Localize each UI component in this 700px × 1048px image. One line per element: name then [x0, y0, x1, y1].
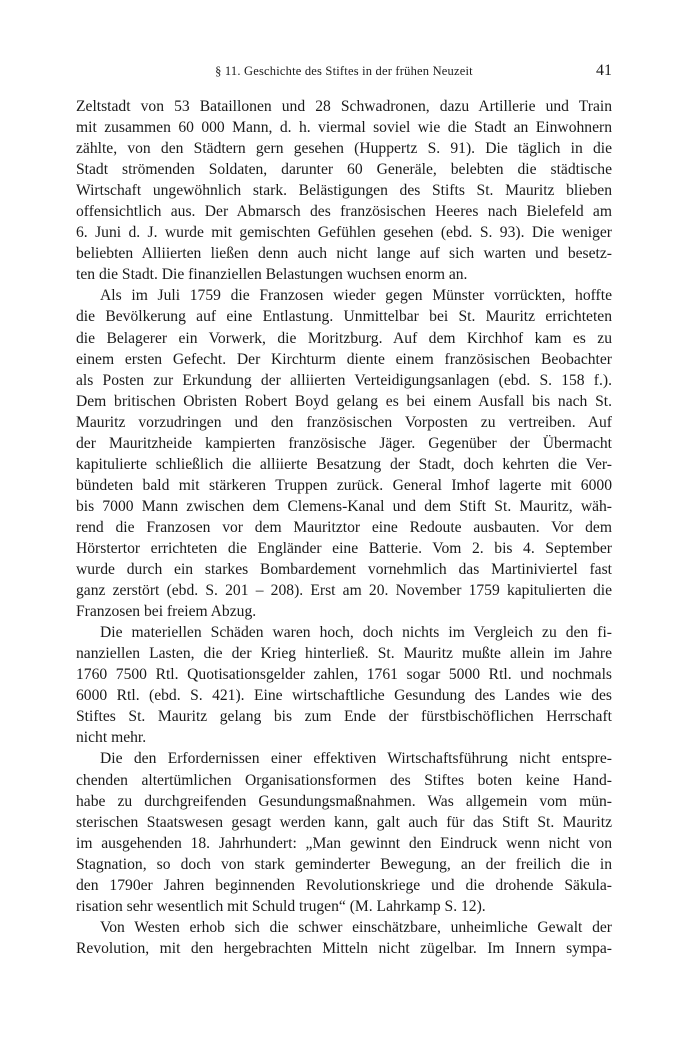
text-line: 6. Juni d. J. wurde mit gemischten Gefühlen gesehen (ebd. S. 93). Die weniger [76, 224, 612, 242]
running-head [76, 62, 612, 84]
text-line: im ausgehenden 18. Jahrhundert: „Man gewinnt den Eindruck wenn nicht von [76, 834, 612, 852]
paragraph-first-line: Die materiellen Schäden waren hoch, doch nichts im Vergleich zu den fi- [100, 624, 612, 642]
text-line: Mauritz vorzudringen und den französischen Vorposten zu vertreiben. Auf [76, 413, 612, 431]
text-line: habe zu durchgreifenden Gesundungsmaßnahmen. Was allgemein vom mün- [76, 792, 612, 810]
text-line: einem ersten Gefecht. Der Kirchturm diente einem französischen Beobachter [76, 350, 612, 368]
text-line: zählte, von den Städtern gern gesehen (Huppertz S. 91). Die täglich in die [76, 140, 612, 158]
text-line: beliebten Alliierten ließen denn auch nicht lange auf sich warten und besetz- [76, 245, 612, 263]
text-line: Dem britischen Obristen Robert Boyd gelang es bei einem Ausfall bis nach St. [76, 392, 612, 410]
text-line: kapitulierte schließlich die alliierte Besatzung der Stadt, doch kehrten die Ver- [76, 455, 612, 473]
text-line: der Mauritzheide kampierten französische Jäger. Gegenüber der Übermacht [76, 434, 612, 452]
text-line: Wirtschaft ungewöhnlich stark. Belästigungen des Stifts St. Mauritz blieben [76, 182, 612, 200]
paragraph-last-line: ten die Stadt. Die finanziellen Belastungen wuchsen enorm an. [76, 266, 468, 284]
text-line: ganz zerstört (ebd. S. 201 – 208). Erst am 20. November 1759 kapitulierten die [76, 582, 612, 600]
text-line: Stiftes St. Mauritz gelang bis zum Ende der fürstbischöflichen Herrschaft [76, 708, 612, 726]
text-line: als Posten zur Erkundung der alliierten Verteidigungsanlagen (ebd. S. 158 f.). [76, 371, 612, 389]
paragraph-last-line: nicht mehr. [76, 729, 147, 747]
text-line: rend die Franzosen vor dem Mauritztor eine Redoute ausbauten. Vor dem [76, 518, 612, 536]
text-line: offensichtlich aus. Der Abmarsch des französischen Heeres nach Bielefeld am [76, 203, 612, 221]
text-line: die Bevölkerung auf eine Entlastung. Unmittelbar bei St. Mauritz errichteten [76, 308, 612, 326]
text-line: bis 7000 Mann zwischen dem Clemens-Kanal und dem Stift St. Mauritz, wäh- [76, 497, 612, 515]
text-line: mit zusammen 60 000 Mann, d. h. viermal soviel wie die Stadt an Einwohnern [76, 119, 612, 137]
text-line: nanziellen Lasten, die der Krieg hinterließ. St. Mauritz mußte allein im Jahre [76, 645, 612, 663]
text-line: Stagnation, so doch von stark geminderter Bewegung, an der freilich die in [76, 855, 612, 873]
text-line: chenden altertümlichen Organisationsformen des Stiftes boten keine Hand- [76, 771, 612, 789]
running-title: § 11. Geschichte des Stiftes in der frühen Neuzeit [215, 64, 473, 78]
text-line: die Belagerer ein Vorwerk, die Moritzburg. Auf dem Kirchhof kam es zu [76, 329, 612, 347]
text-line: den 1790er Jahren beginnenden Revolutionskriege und die drohende Säkula- [76, 876, 612, 894]
text-line: 6000 Rtl. (ebd. S. 421). Eine wirtschaftliche Gesundung des Landes wie des [76, 687, 612, 705]
text-line: wurde durch ein starkes Bombardement vornehmlich das Martiniviertel fast [76, 561, 612, 579]
text-line: Zeltstadt von 53 Bataillonen und 28 Schwadronen, dazu Artillerie und Train [76, 98, 612, 115]
page-number: 41 [596, 62, 612, 79]
text-line: Hörstertor errichteten die Engländer eine Batterie. Vom 2. bis 4. September [76, 539, 612, 557]
paragraph-last-line: Franzosen bei freiem Abzug. [76, 603, 257, 621]
text-line: sterischen Staatswesen gesagt werden kann, galt auch für das Stift St. Mauritz [76, 813, 612, 831]
paragraph-first-line: Von Westen erhob sich die schwer einschätzbare, unheimliche Gewalt der [100, 918, 612, 936]
text-line: Stadt strömenden Soldaten, darunter 60 Generäle, belebten die städtische [76, 161, 612, 179]
paragraph-first-line: Als im Juli 1759 die Franzosen wieder gegen Münster vorrückten, hoffte [100, 287, 612, 305]
text-line: 1760 7500 Rtl. Quotisationsgelder zahlen, 1761 sogar 5000 Rtl. und nochmals [76, 666, 612, 684]
text-line: Revolution, mit den hergebrachten Mitteln nicht zügelbar. Im Innern sympa- [76, 939, 612, 957]
paragraph-last-line: risation sehr wesentlich mit Schuld trugen“ (M. Lahrkamp S. 12). [76, 897, 486, 915]
text-line: bündeten bald mit stärkeren Truppen zurück. General Imhof lagerte mit 6000 [76, 476, 612, 494]
body-text [76, 96, 612, 959]
paragraph-first-line: Die den Erfordernissen einer effektiven Wirtschaftsführung nicht entspre- [100, 750, 612, 768]
